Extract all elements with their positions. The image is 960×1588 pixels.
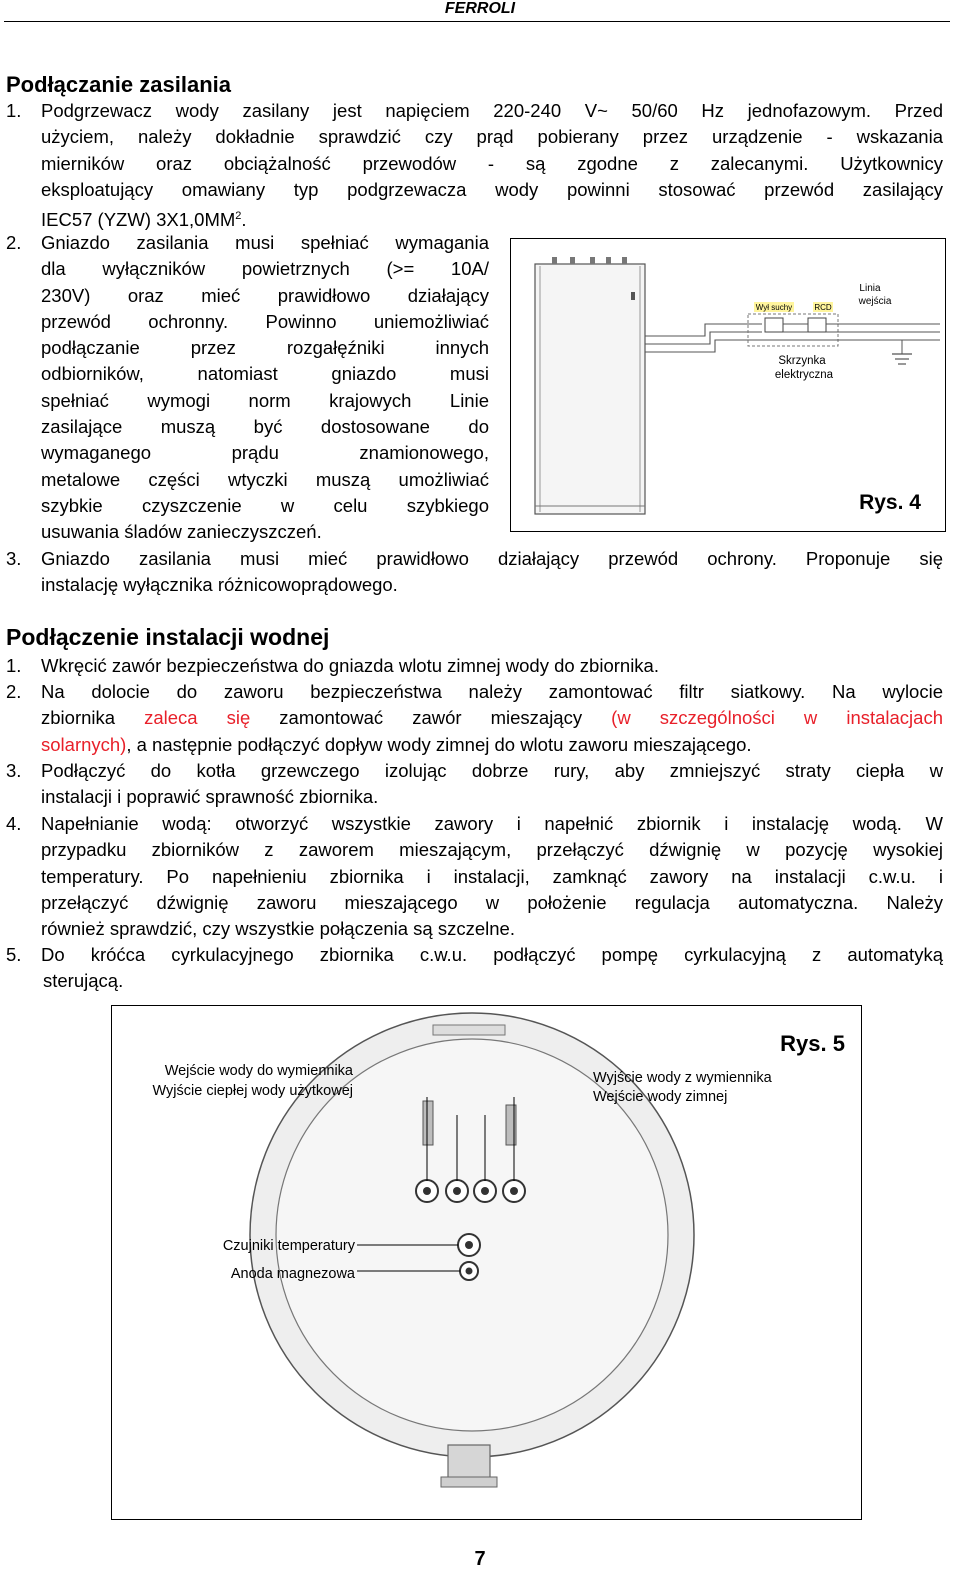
text-line: Do króćca cyrkulacyjnego zbiornika c.w.u. podłączyć pompę cyrkulacyjną z automatyką [41,944,943,965]
text-line: spełniać wymogi norm krajowych Linie [41,389,489,411]
text-line: Napełnianie wodą: otworzyć wszystkie zawory i napełnić zbiornik i instalację wodą. W [41,813,943,834]
text-line: sterującą. [43,970,124,992]
text-line: przewód ochronny. Powinno uniemożliwiać [41,310,489,332]
text-line: wymaganego prądu znamionowego, [41,442,489,464]
page-number: 7 [474,1548,486,1570]
text-line: Gniazdo zasilania musi mieć prawidłowo działający przewód ochrony. Proponuje się [41,548,943,569]
connector-icon [503,1180,525,1202]
item-number: 3. [6,760,22,781]
item-number: 5. [6,944,22,965]
item-number: 1. [6,655,22,676]
connector-icon [416,1180,438,1202]
item-text [41,811,943,942]
item-number: 4. [6,813,22,834]
section-title-power: Podłączanie zasilania [6,72,231,97]
text-line: Podłączyć do kotła grzewczego izolując dobrze rury, aby zmniejszyć straty ciepła w [41,760,943,781]
switch-icon [765,318,783,332]
anode-port-icon [460,1262,478,1280]
text-line: Na dolocie do zaworu bezpieczeństwa należy zamontować filtr siatkowy. Na wylocie [41,681,943,702]
text-line: użyciem, należy dokładnie sprawdzić czy prąd pobierany przez urządzenie - wskazania [41,126,943,148]
text-line: zbiornika zaleca się zamontować zawór mieszający (w szczególności w instalacjach [41,707,943,729]
input-line-label-2: wejścia [858,296,892,307]
figure-5-label: Rys. 5 [780,1031,845,1056]
rcd-icon [808,318,826,332]
text-line: szybkie czyszczenie w celu szybkiego [41,494,489,516]
text-line: mierników oraz obciążalność przewodów - są zgodne z zalecanymi. Użytkownicy [41,152,943,174]
figure-4-wiring-diagram [510,238,946,532]
connector-icon [474,1180,496,1202]
text-line: również sprawdzić, czy wszystkie połączenia są szczelne. [41,918,515,940]
text-line: metalowe części wtyczki muszą umożliwiać [41,468,489,490]
text-line: instalację wyłącznika różnicowoprądowego. [41,574,398,596]
item-text: Wkręcić zawór bezpieczeństwa do gniazda wlotu zimnej wody do zbiornika. [41,655,659,676]
box-label-1: Skrzynka [778,355,826,367]
text-line: podłączanie przez rozgałęźniki innych [41,337,489,359]
figure-4-label: Rys. 4 [859,491,921,514]
text-line: przypadku zbiorników z zaworem mieszającym, przełączyć dźwignię w pozycję wysokiej [41,839,943,861]
item-number: 2. [6,681,22,702]
text-line: IEC57 (YZW) $3X1,0MM^2$. [41,209,247,231]
item-text [41,546,943,599]
item-text [41,758,943,811]
connector-icon [446,1180,468,1202]
text-line: odbiorników, natomiast gniazdo musi [41,363,489,385]
text-line: Podgrzewacz wody zasilany jest napięciem 220-240 V~ 50/60 Hz jednofazowym. Przed [41,100,943,121]
item-text [41,679,943,758]
sensor-port-icon [458,1234,480,1256]
text-line: instalacji i poprawić sprawność zbiornika. [41,786,379,808]
pipe-stub-icon [423,1101,433,1145]
box-label-2: elektryczna [774,369,834,381]
header-rule [4,21,950,22]
item-text [41,230,489,546]
header-brand: FERROLI [444,0,516,17]
label-heat-exchanger-in: Wejście wody do wymiennika [164,1063,353,1079]
label-hot-water-out: Wyjście ciepłej wody użytkowej [152,1083,353,1099]
label-cold-water-in: Wejście wody zimnej [593,1089,728,1105]
item-text [41,98,943,234]
input-line-label-1: Linia [859,283,881,294]
rcd-label: RCD [814,303,832,312]
text-line: temperatury. Po napełnieniu zbiornika i instalacji, zamknąć zawory na instalacji c.w.u. i [41,865,943,887]
item-number: 1. [6,100,22,121]
text-line: eksploatujący omawiany typ podgrzewacza wody powinni stosować przewód zasilający [41,178,943,200]
text-line: zasilające muszą być dostosowane do [41,416,489,438]
item-number: 2. [6,232,22,253]
item-text [41,942,943,995]
text-line: przełączyć dźwignię zaworu mieszającego w położenie regulacja automatyczna. Należy [41,891,943,913]
text-line: solarnych), a następnie podłączyć dopływ wody zimnej do wlotu zaworu mieszającego. [41,733,752,755]
text-line: Gniazdo zasilania musi spełniać wymagania [41,232,489,253]
label-magnesium-anode: Anoda magnezowa [230,1266,355,1282]
item-number: 3. [6,548,22,569]
label-heat-exchanger-out: Wyjście wody z wymiennika [593,1070,772,1086]
section-title-water: Podłączenie instalacji wodnej [6,624,330,650]
switch-label: Wył suchy [755,303,793,312]
heater-tank-icon [535,264,645,514]
text-line: usuwania śladów zanieczyszczeń. [41,521,322,543]
text-line: 230V) oraz mieć prawidłowo działający [41,284,489,306]
figure-5-connections-diagram [111,1005,862,1520]
text-line: dla wyłączników powietrznych (>= 10A/ [41,258,489,280]
label-temperature-sensors: Czujniki temperatury [222,1238,355,1254]
